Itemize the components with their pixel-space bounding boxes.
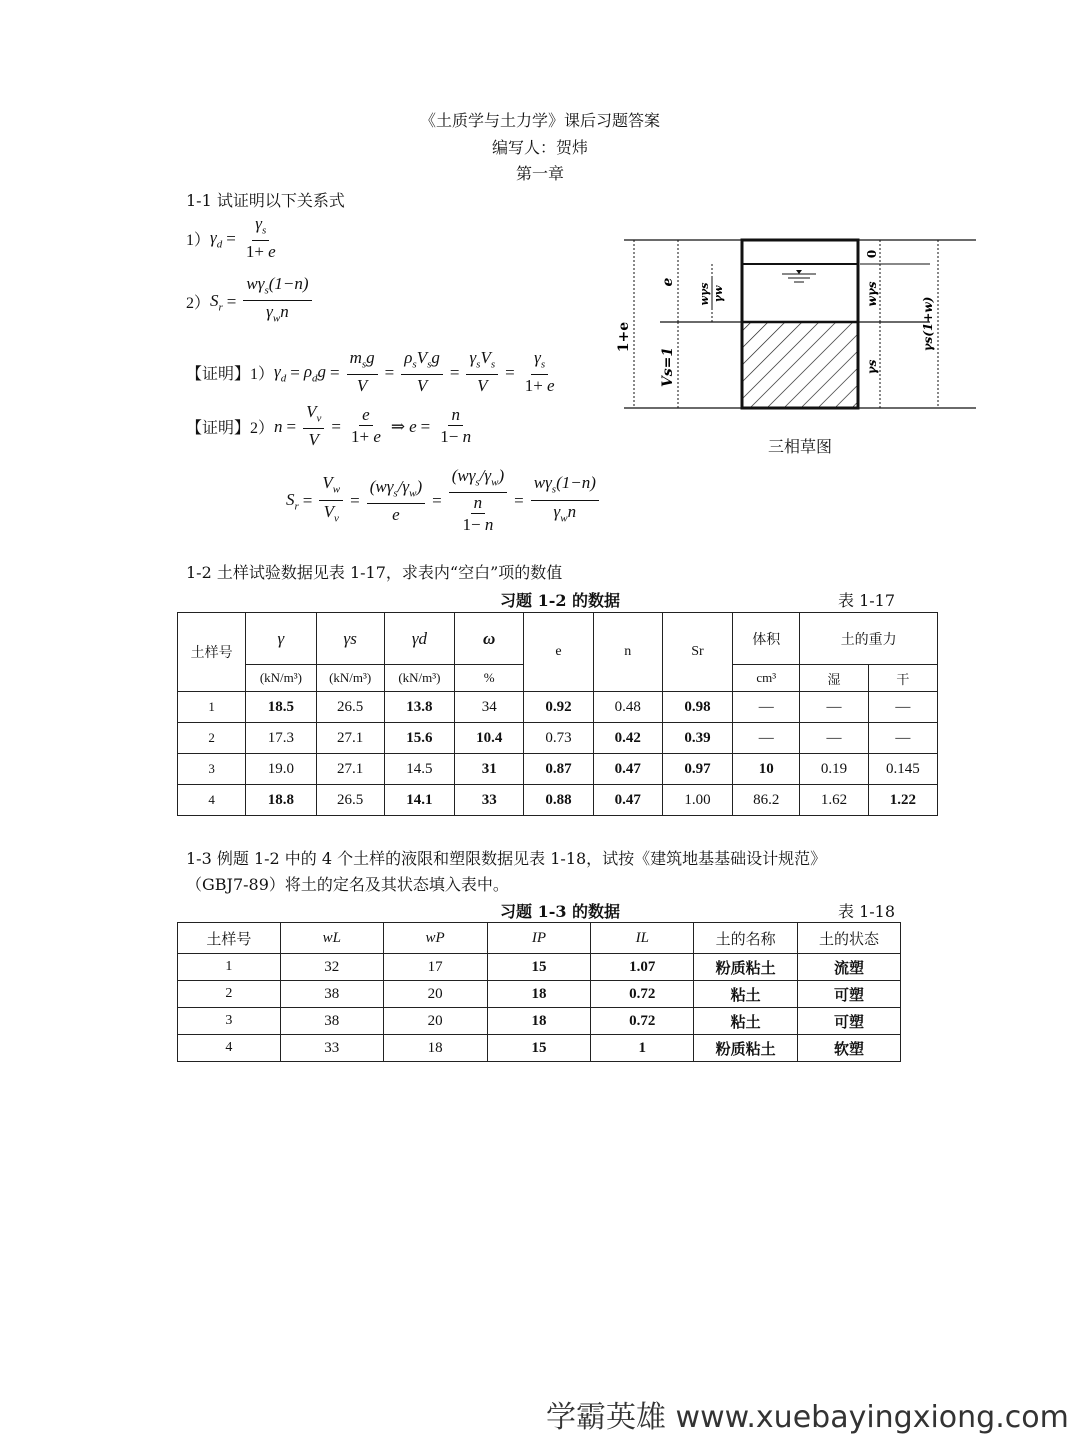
watermark: 学霸英雄 www.xuebayingxiong.com (546, 1400, 1069, 1435)
table-cell: 14.1 (384, 785, 454, 816)
header-il: IL (591, 923, 694, 954)
table-cell: 0.145 (868, 754, 937, 785)
table-cell: 10.4 (455, 723, 524, 754)
chapter-heading: 第一章 (515, 164, 564, 183)
unit-dry: 干 (868, 665, 937, 692)
table-cell: 1.62 (800, 785, 868, 816)
table-cell: 0.47 (593, 754, 662, 785)
table-cell: 27.1 (316, 754, 384, 785)
table-row (178, 785, 938, 816)
table-cell: 4 (178, 785, 246, 816)
table-cell: 18 (383, 1035, 487, 1062)
question-1-2-prompt: 1-2 土样试验数据见表 1-17，求表内“空白”项的数值 (186, 563, 563, 582)
proof-1-label: 【证明】1） (186, 366, 275, 384)
question-1-3-prompt-line1: 1-3 例题 1-2 中的 4 个土样的液限和塑限数据见表 1-18，试按《建筑地基基础设计规范》 (186, 849, 827, 868)
header-wl: wL (280, 923, 383, 954)
unit-wet: 湿 (800, 665, 868, 692)
table-cell: 20 (383, 981, 487, 1008)
header-e: e (524, 613, 593, 692)
table-cell: 0.98 (662, 692, 732, 723)
label-left-vs: Vs=1 (660, 346, 676, 388)
header-ip: IP (487, 923, 591, 954)
table-cell: — (868, 692, 937, 723)
table-cell: 15 (487, 1035, 591, 1062)
table-cell: 13.8 (384, 692, 454, 723)
document-title: 《土质学与土力学》课后习题答案 (419, 111, 660, 130)
item-2-label: 2） (186, 295, 211, 313)
label-right-total: γs(1+w) (921, 296, 935, 352)
unit-gamma-d: (kN/m³) (384, 665, 454, 692)
unit-gamma: (kN/m³) (246, 665, 316, 692)
table-cell: 20 (383, 1008, 487, 1035)
table-cell: — (868, 723, 937, 754)
three-phase-diagram (616, 232, 980, 417)
table-cell: 0.87 (524, 754, 593, 785)
table-row (178, 1008, 901, 1035)
table-cell: 17 (383, 954, 487, 981)
table-cell: 31 (455, 754, 524, 785)
table-cell: 粉质粘土 (694, 954, 798, 981)
table-cell: 18.8 (246, 785, 316, 816)
label-mid-gw: γw (712, 285, 725, 303)
formula-2: 2） $S_r$ = $\frac{w\gamma_s(1-n)}{\gamma_wn}$ (186, 274, 315, 330)
unit-gamma-s: (kN/m³) (316, 665, 384, 692)
header-gamma: γ (246, 613, 316, 665)
table-cell: 0.48 (593, 692, 662, 723)
table-cell: 38 (280, 981, 383, 1008)
proof-1: 【证明】1） $\gamma_d$ = $\rho_dg$ = $\frac{m_sg}{V}$ = $\frac{\rho_sV_sg}{V}$ = $\frac{\gamma_sV_s}{V}$ = $\frac{\gamma_s}{1+ e}$ (186, 348, 555, 396)
label-right-wgs: wγs (865, 281, 879, 307)
table-row (178, 723, 938, 754)
table-cell: 15 (487, 954, 591, 981)
table-cell: 0.92 (524, 692, 593, 723)
table-row (178, 981, 901, 1008)
table-1-17-number: 表 1-17 (838, 591, 896, 610)
table-cell: 33 (455, 785, 524, 816)
table-cell: — (733, 692, 800, 723)
table-cell: 17.3 (246, 723, 316, 754)
table-cell: 2 (178, 723, 246, 754)
table-cell: 27.1 (316, 723, 384, 754)
proof-2: 【证明】2） n = $\frac{V_v}{V}$ = $\frac{e}{1+ e}$ ⇒ e = $\frac{n}{1- n}$ (186, 402, 472, 450)
table-cell: 26.5 (316, 785, 384, 816)
table-cell: 0.97 (662, 754, 732, 785)
table-1-18 (177, 922, 901, 1062)
table-cell: 0.73 (524, 723, 593, 754)
table-cell: 粘土 (694, 1008, 798, 1035)
table-cell: 1.22 (868, 785, 937, 816)
table-cell: 2 (178, 981, 281, 1008)
label-mid-wgs: wγs (698, 282, 711, 306)
table-cell: 34 (455, 692, 524, 723)
table-cell: 0.19 (800, 754, 868, 785)
table-row (178, 754, 938, 785)
table-cell: 0.72 (591, 1008, 694, 1035)
header-gamma-d: γd (384, 613, 454, 665)
table-cell: 4 (178, 1035, 281, 1062)
table-row (178, 692, 938, 723)
table-cell: 26.5 (316, 692, 384, 723)
table-cell: 32 (280, 954, 383, 981)
table-cell: 0.47 (593, 785, 662, 816)
header-omega: ω (455, 613, 524, 665)
table-cell: 86.2 (733, 785, 800, 816)
table-cell: 粉质粘土 (694, 1035, 798, 1062)
table-cell: 1 (178, 692, 246, 723)
table-cell: 3 (178, 1008, 281, 1035)
header-sample-no: 土样号 (178, 613, 246, 692)
table-cell: 1 (591, 1035, 694, 1062)
table-cell: 18 (487, 981, 591, 1008)
label-left-total: 1+e (616, 321, 632, 353)
table-cell: 1.07 (591, 954, 694, 981)
table-row (178, 1035, 901, 1062)
table-cell: 0.88 (524, 785, 593, 816)
proof-2-label: 【证明】2） (186, 420, 275, 438)
table-cell: 18.5 (246, 692, 316, 723)
unit-volume: cm³ (733, 665, 800, 692)
proof-2-sr: $S_r$ = $\frac{V_w}{V_v}$ = $\frac{(w\gamma_s/\gamma_w)}{e}$ = $\frac{(w\gamma_s/\gamma_w)}{\frac{n}{1- n}}$ = $\frac{w\gamma_s(1-n)}{\gamma_wn}$ (286, 466, 602, 536)
question-1-3-prompt-line2: （GBJ7-89）将土的定名及其状态填入表中。 (186, 875, 509, 894)
header-n: n (593, 613, 662, 692)
label-left-e: e (660, 277, 676, 287)
header-volume: 体积 (733, 613, 800, 665)
table-cell: 流塑 (798, 954, 901, 981)
item-1-label: 1） (186, 232, 211, 250)
table-cell: 33 (280, 1035, 383, 1062)
table-cell: — (800, 692, 868, 723)
header-gamma-s: γs (316, 613, 384, 665)
table-cell: — (733, 723, 800, 754)
header-sr: Sr (662, 613, 732, 692)
table-1-17-caption: 习题 1-2 的数据 (500, 591, 621, 610)
author-line: 编写人：贺炜 (491, 138, 588, 157)
table-cell: 14.5 (384, 754, 454, 785)
question-1-1-prompt: 1-1 试证明以下关系式 (186, 191, 345, 210)
table-cell: 0.42 (593, 723, 662, 754)
header-soil-state: 土的状态 (798, 923, 901, 954)
table-cell: 可塑 (798, 1008, 901, 1035)
table-cell: 0.39 (662, 723, 732, 754)
label-right-zero: 0 (865, 249, 879, 259)
diagram-caption: 三相草图 (768, 437, 833, 456)
table-cell: 3 (178, 754, 246, 785)
table-cell: 1.00 (662, 785, 732, 816)
table-row (178, 954, 901, 981)
table-1-18-number: 表 1-18 (838, 902, 896, 921)
header-sample-no: 土样号 (178, 923, 281, 954)
formula-1: 1） $\gamma_d$ = $\frac{\gamma_s}{1+ e}$ (186, 214, 276, 262)
label-right-gs: γs (865, 359, 879, 375)
table-cell: 粘土 (694, 981, 798, 1008)
table-cell: — (800, 723, 868, 754)
table-cell: 软塑 (798, 1035, 901, 1062)
table-cell: 19.0 (246, 754, 316, 785)
table-cell: 可塑 (798, 981, 901, 1008)
table-cell: 1 (178, 954, 281, 981)
table-cell: 10 (733, 754, 800, 785)
table-cell: 15.6 (384, 723, 454, 754)
table-cell: 0.72 (591, 981, 694, 1008)
table-1-18-caption: 习题 1-3 的数据 (500, 902, 621, 921)
table-cell: 38 (280, 1008, 383, 1035)
unit-omega: % (455, 665, 524, 692)
table-1-17 (177, 612, 938, 816)
header-weight: 土的重力 (800, 613, 938, 665)
table-cell: 18 (487, 1008, 591, 1035)
header-wp: wP (383, 923, 487, 954)
header-soil-name: 土的名称 (694, 923, 798, 954)
